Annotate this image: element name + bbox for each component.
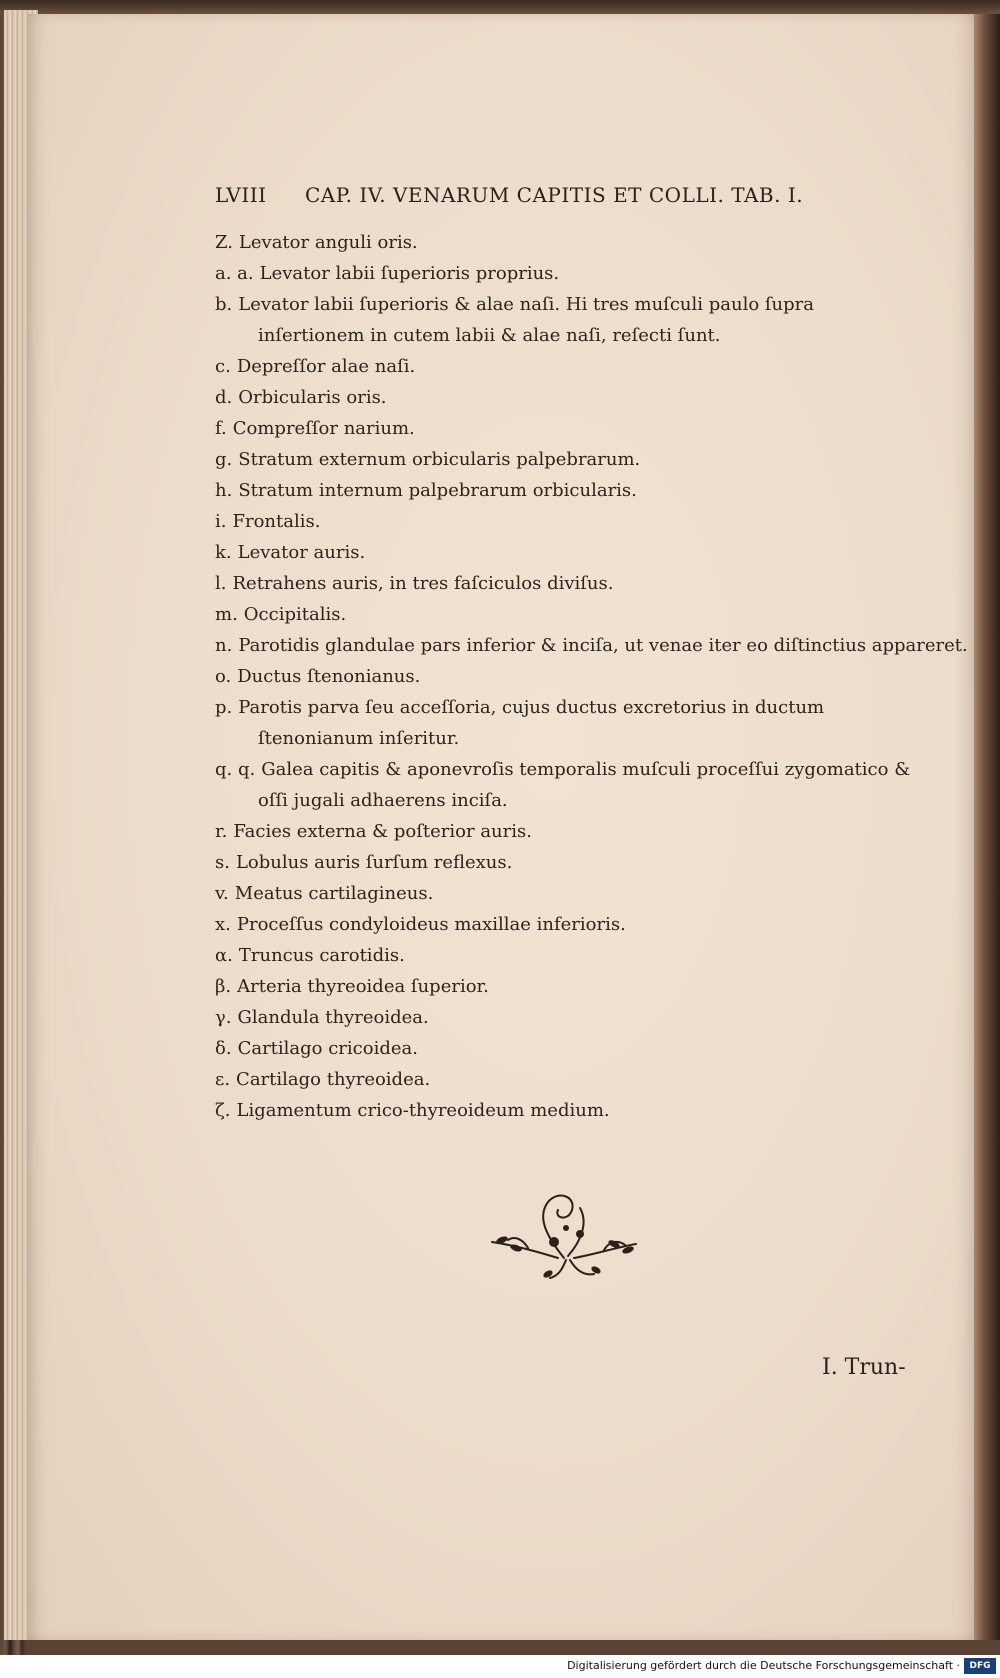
entry-text: Meatus cartilagineus. bbox=[234, 883, 434, 904]
entry-key: δ. bbox=[215, 1038, 232, 1059]
entry-text: Ligamentum crico-thyreoideum medium. bbox=[236, 1100, 610, 1121]
entry-key: a. a. bbox=[215, 263, 254, 284]
entry-text: Parotis parva ſeu acceſſoria, cujus ductus excretorius in ductum ſtenonianum inſeritur. bbox=[238, 697, 825, 749]
entry-text: Orbicularis oris. bbox=[238, 387, 387, 408]
entry-key: o. bbox=[215, 666, 232, 687]
entry-key: l. bbox=[215, 573, 227, 594]
entry-key: γ. bbox=[215, 1007, 232, 1028]
page-number: LVIII bbox=[215, 183, 267, 207]
entry-key: s. bbox=[215, 852, 230, 873]
entry-key: p. bbox=[215, 697, 233, 718]
legend-entry bbox=[215, 1002, 915, 1033]
entry-text: Cartilago cricoidea. bbox=[237, 1038, 418, 1059]
entry-key: ζ. bbox=[215, 1100, 231, 1121]
entry-text: Frontalis. bbox=[232, 511, 321, 532]
entry-key: β. bbox=[215, 976, 232, 997]
legend-entry bbox=[215, 940, 915, 971]
entry-text: Compreſſor narium. bbox=[232, 418, 415, 439]
entry-key: g. bbox=[215, 449, 233, 470]
header-title: CAP. IV. VENARUM CAPITIS ET COLLI. TAB. I. bbox=[305, 183, 804, 207]
legend-entry bbox=[215, 289, 915, 351]
entry-text: Glandula thyreoidea. bbox=[237, 1007, 429, 1028]
entry-key: Z. bbox=[215, 232, 233, 253]
legend-entry bbox=[215, 258, 915, 289]
legend-entry bbox=[215, 971, 915, 1002]
entry-key: v. bbox=[215, 883, 229, 904]
legend-entry bbox=[215, 1095, 915, 1126]
running-header bbox=[215, 183, 875, 207]
legend-entry bbox=[215, 413, 915, 444]
entry-key: α. bbox=[215, 945, 233, 966]
entry-key: d. bbox=[215, 387, 233, 408]
entry-text: Stratum externum orbicularis palpebrarum. bbox=[238, 449, 641, 470]
legend-entry bbox=[215, 816, 915, 847]
entry-text: Proceſſus condyloideus maxillae inferioris. bbox=[236, 914, 626, 935]
legend-entry bbox=[215, 909, 915, 940]
entry-text: Stratum internum palpebrarum orbicularis. bbox=[238, 480, 637, 501]
entry-text: Facies externa & poſterior auris. bbox=[233, 821, 532, 842]
legend-entry bbox=[215, 754, 915, 816]
entry-key: ε. bbox=[215, 1069, 231, 1090]
book-top-edge bbox=[0, 0, 1000, 14]
legend-entry bbox=[215, 878, 915, 909]
entry-text: Occipitalis. bbox=[243, 604, 347, 625]
digitization-footer bbox=[0, 1655, 1000, 1678]
legend-entry bbox=[215, 382, 915, 413]
legend-entry bbox=[215, 847, 915, 878]
entry-key: f. bbox=[215, 418, 227, 439]
legend-entry bbox=[215, 630, 968, 661]
footer-credit: Digitalisierung gefördert durch die Deutsche Forschungsgemeinschaft · bbox=[567, 1659, 960, 1672]
entry-text: Levator auris. bbox=[237, 542, 366, 563]
entry-text: Cartilago thyreoidea. bbox=[236, 1069, 431, 1090]
entry-text: Levator labii ſuperioris & alae naſi. Hi tres muſculi paulo ſupra inſertionem in cutem labii & alae naſi, reſecti ſunt. bbox=[238, 294, 815, 346]
legend-entry bbox=[215, 1064, 915, 1095]
legend-entry bbox=[215, 475, 915, 506]
entry-text: Arteria thyreoidea ſuperior. bbox=[237, 976, 489, 997]
entry-text: Parotidis glandulae pars inferior & inciſa, ut venae iter eo diſtinctius appareret. bbox=[238, 635, 968, 656]
legend-entry bbox=[215, 227, 915, 258]
entry-key: b. bbox=[215, 294, 233, 315]
legend-entry bbox=[215, 506, 915, 537]
legend-list bbox=[215, 227, 968, 1126]
legend-entry bbox=[215, 537, 915, 568]
floral-ornament-icon bbox=[488, 1188, 640, 1280]
entry-key: k. bbox=[215, 542, 232, 563]
entry-key: h. bbox=[215, 480, 233, 501]
entry-text: Lobulus auris ſurſum reflexus. bbox=[235, 852, 513, 873]
entry-text: Retrahens auris, in tres faſciculos diviſus. bbox=[232, 573, 614, 594]
entry-text: Depreſſor alae naſi. bbox=[236, 356, 416, 377]
entry-key: n. bbox=[215, 635, 233, 656]
entry-key: x. bbox=[215, 914, 231, 935]
legend-entry bbox=[215, 661, 915, 692]
entry-key: r. bbox=[215, 821, 228, 842]
catchword: I. Trun- bbox=[822, 1355, 906, 1380]
dfg-logo-icon: DFG bbox=[964, 1658, 996, 1674]
legend-entry bbox=[215, 351, 915, 382]
book-gutter bbox=[974, 14, 1000, 1640]
entry-text: Galea capitis & aponevroſis temporalis muſculi proceſſui zygomatico & oſſi jugali adhaerens inciſa. bbox=[258, 759, 911, 811]
legend-entry bbox=[215, 444, 915, 475]
entry-text: Ductus ſtenonianus. bbox=[237, 666, 421, 687]
entry-text: Levator labii ſuperioris proprius. bbox=[259, 263, 560, 284]
legend-entry bbox=[215, 692, 915, 754]
legend-entry bbox=[215, 1033, 915, 1064]
legend-entry bbox=[215, 599, 915, 630]
entry-key: q. q. bbox=[215, 759, 256, 780]
entry-key: c. bbox=[215, 356, 231, 377]
entry-key: m. bbox=[215, 604, 238, 625]
entry-key: i. bbox=[215, 511, 227, 532]
legend-entry bbox=[215, 568, 915, 599]
entry-text: Levator anguli oris. bbox=[238, 232, 418, 253]
entry-text: Truncus carotidis. bbox=[238, 945, 405, 966]
